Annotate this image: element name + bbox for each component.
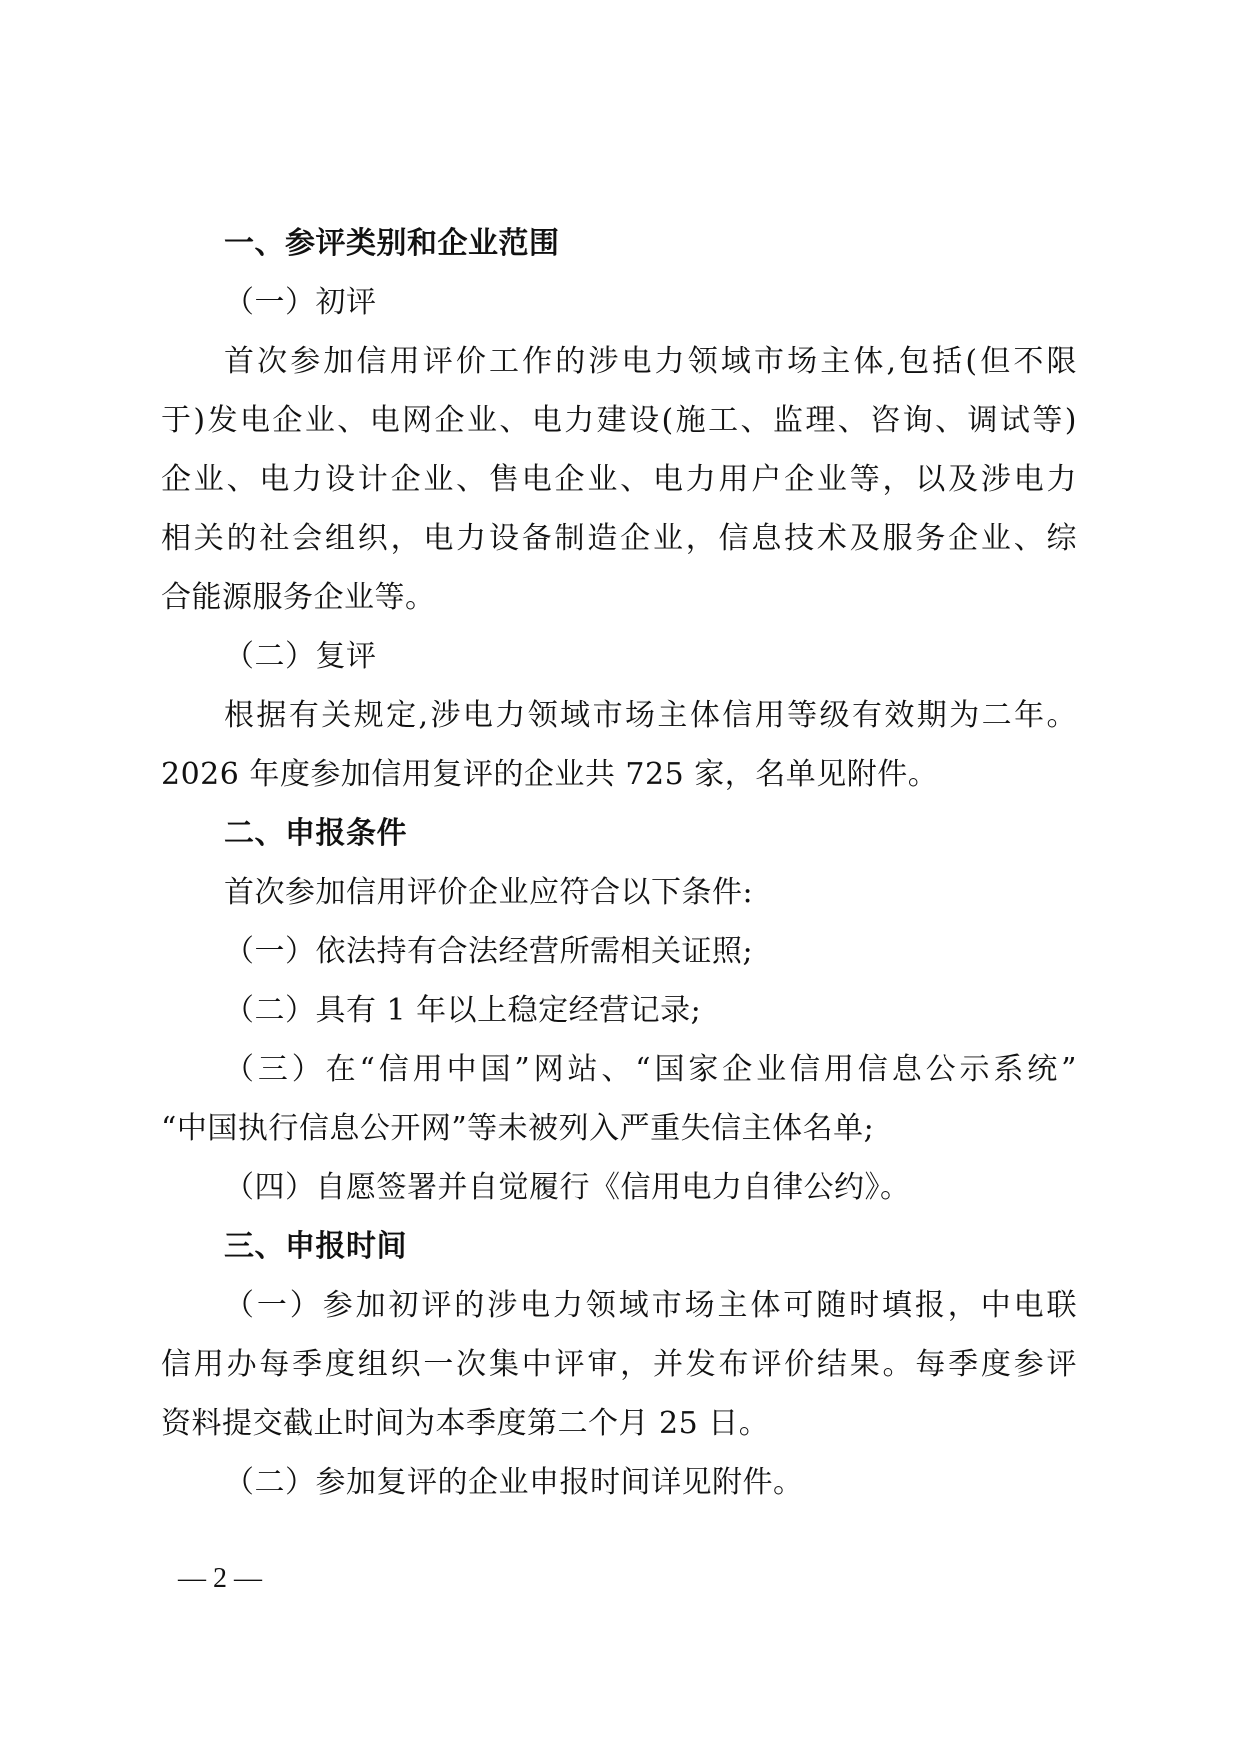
condition-item: （三）在“信用中国”网站、“国家企业信用信息公示系统” — [224, 1052, 1077, 1087]
paragraph-line: 2026 年度参加信用复评的企业共 725 家，名单见附件。 — [161, 757, 939, 792]
paragraph-line: 信用办每季度组织一次集中评审，并发布评价结果。每季度参评 — [161, 1347, 1077, 1382]
section-heading-1: 一、参评类别和企业范围 — [224, 226, 560, 261]
paragraph-line: 于)发电企业、电网企业、电力建设(施工、监理、咨询、调试等) — [161, 403, 1077, 438]
page-number: — 2 — — [178, 1563, 262, 1594]
document-body — [161, 214, 1077, 1512]
subsection-title-re-review: （二）复评 — [224, 639, 377, 674]
paragraph-line: 首次参加信用评价工作的涉电力领域市场主体,包括(但不限 — [224, 344, 1077, 379]
paragraph-line: （一）参加初评的涉电力领域市场主体可随时填报，中电联 — [224, 1288, 1077, 1323]
subsection-title-initial-review: （一）初评 — [224, 285, 377, 320]
condition-item: （一）依法持有合法经营所需相关证照; — [224, 934, 754, 969]
paragraph-line: （二）参加复评的企业申报时间详见附件。 — [224, 1465, 804, 1500]
paragraph-line: 合能源服务企业等。 — [161, 580, 436, 615]
condition-item-continued: “中国执行信息公开网”等未被列入严重失信主体名单; — [161, 1111, 875, 1146]
paragraph-line: 首次参加信用评价企业应符合以下条件: — [224, 875, 754, 910]
section-heading-2: 二、申报条件 — [224, 816, 407, 851]
condition-item: （四）自愿签署并自觉履行《信用电力自律公约》。 — [224, 1170, 911, 1205]
paragraph-line: 资料提交截止时间为本季度第二个月 25 日。 — [161, 1406, 770, 1441]
paragraph-line: 根据有关规定,涉电力领域市场主体信用等级有效期为二年。 — [224, 698, 1077, 733]
paragraph-line: 企业、电力设计企业、售电企业、电力用户企业等，以及涉电力 — [161, 462, 1077, 497]
paragraph-line: 相关的社会组织，电力设备制造企业，信息技术及服务企业、综 — [161, 521, 1077, 556]
section-heading-3: 三、申报时间 — [224, 1229, 407, 1264]
condition-item: （二）具有 1 年以上稳定经营记录; — [224, 993, 702, 1028]
